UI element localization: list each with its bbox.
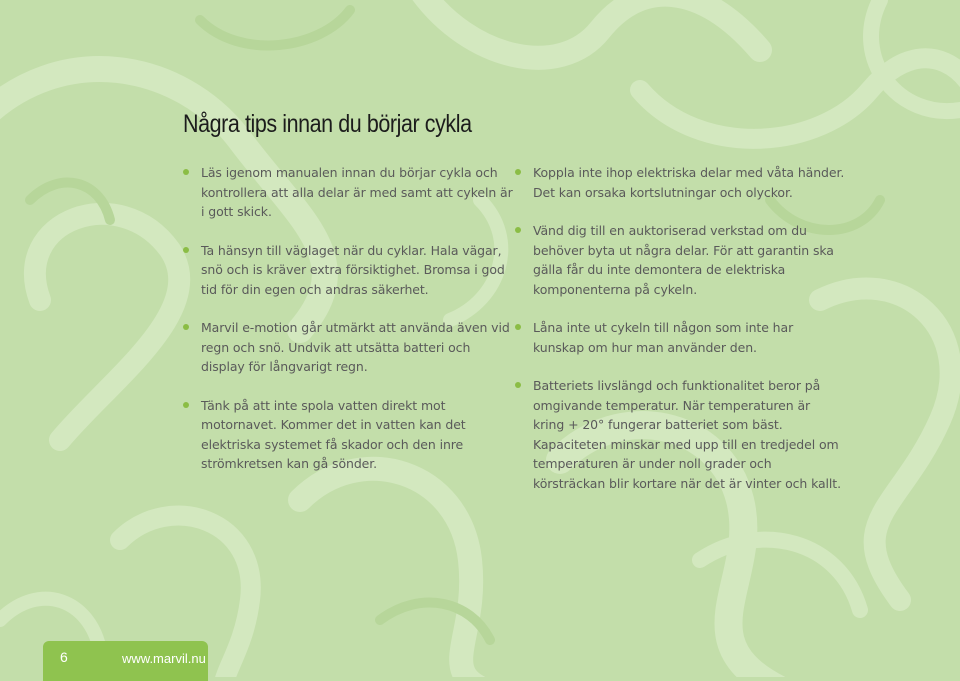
list-item [183, 241, 513, 300]
list-item [515, 318, 845, 357]
bullet-icon [515, 382, 521, 388]
tip-text: Tänk på att inte spola vatten direkt mot motornavet. Kommer det in vatten kan det elektriska systemet få skador och den inre strömkretsen kan gå sönder. [201, 397, 466, 471]
bullet-icon [183, 247, 189, 253]
bullet-icon [515, 227, 521, 233]
tip-text: Marvil e-motion går utmärkt att använda även vid regn och snö. Undvik att utsätta batteri och display för långvarigt regn. [201, 320, 510, 374]
tip-text: Ta hänsyn till väglaget när du cyklar. Hala vägar, snö och is kräver extra försiktighet. Bromsa i god tid för din egen och andras säkerhet. [201, 242, 505, 297]
bullet-icon [515, 324, 521, 330]
list-item [183, 318, 513, 377]
tip-text: Koppla inte ihop elektriska delar med våta händer. Det kan orsaka kortslutningar och olyckor. [533, 165, 845, 200]
page-title: Några tips innan du börjar cykla [183, 110, 472, 138]
bullet-icon [183, 169, 189, 175]
list-item [515, 376, 845, 493]
bullet-icon [183, 324, 189, 330]
tips-list-left [183, 163, 513, 493]
list-item [515, 163, 845, 202]
tip-text: Läs igenom manualen innan du börjar cykla och kontrollera att alla delar är med samt att cykeln är i gott skick. [201, 165, 513, 219]
tips-list-right [515, 163, 845, 512]
list-item [183, 396, 513, 474]
bullet-icon [515, 169, 521, 175]
footer-tab [43, 641, 208, 681]
bullet-icon [183, 402, 189, 408]
tip-text: Låna inte ut cykeln till någon som inte har kunskap om hur man använder den. [533, 320, 794, 355]
tip-text: Batteriets livslängd och funktionalitet beror på omgivande temperatur. När temperaturen är kring + 20° fungerar batteriet som bäst. Kapaciteten minskar med upp till en tredjedel om temperaturen är under noll grader och körsträckan blir kortare när det är vinter och kallt. [533, 378, 841, 491]
website-link[interactable]: www.marvil.nu [122, 651, 206, 666]
list-item [183, 163, 513, 222]
tip-text: Vänd dig till en auktoriserad verkstad om du behöver byta ut några delar. För att garantin ska gälla får du inte demontera de elektriska komponenterna på cykeln. [533, 223, 834, 297]
page-number: 6 [60, 649, 68, 665]
list-item [515, 221, 845, 299]
